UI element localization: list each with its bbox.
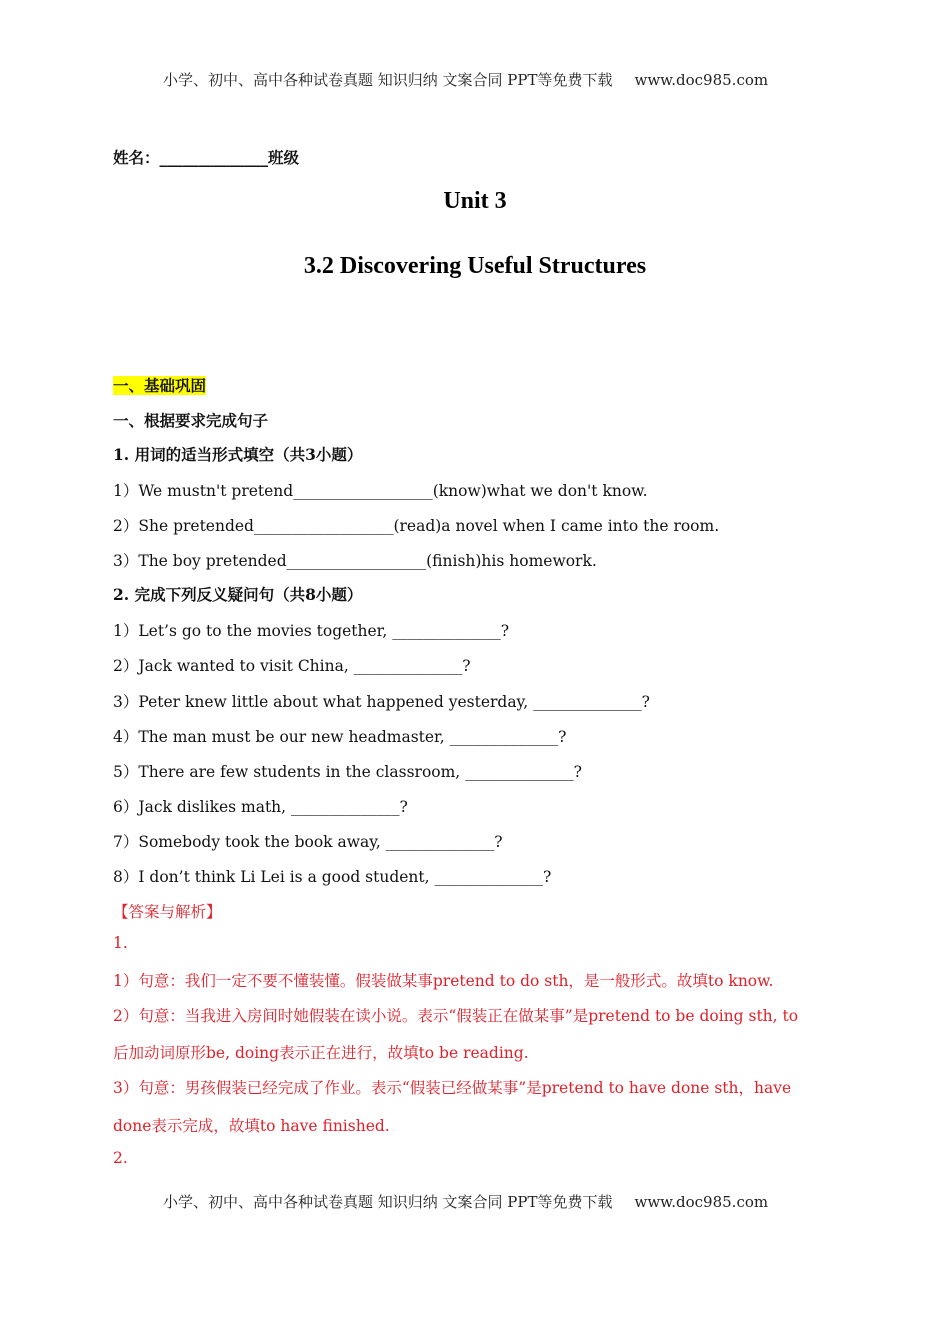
page-footer [163,1191,768,1212]
answer-label-2: 2. [113,1149,128,1167]
q2-item: 7）Somebody took the book away, ______________? [113,833,503,851]
footer-site[interactable]: www.doc985.com [634,1193,769,1211]
header-site[interactable]: www.doc985.com [634,71,769,89]
part-heading: 一、根据要求完成句子 [113,411,269,430]
answer-line: done表示完成，故填to have finished. [113,1117,390,1135]
section-heading [113,374,206,396]
q2-item: 3）Peter knew little about what happened yesterday, ______________? [113,693,650,711]
answer-line: 2）句意：当我进入房间时她假装在读小说。表示“假装正在做某事”是pretend to be doing sth, to [113,1007,799,1025]
answer-line: 后加动词原形be, doing表示正在进行，故填to be reading. [113,1044,529,1062]
q2-heading: 2. 完成下列反义疑问句（共8小题） [113,585,363,604]
q2-item: 5）There are few students in the classroom, ______________? [113,763,582,781]
name-class-line: 姓名：______________班级 [113,148,300,167]
q1-item: 3）The boy pretended__________________(finish)his homework. [113,552,597,570]
answers-heading: 【答案与解析】 [113,903,222,921]
q1-item: 2）She pretended__________________(read)a novel when I came into the room. [113,517,720,535]
answer-line: 1）句意：我们一定不要不懂装懂。假装做某事pretend to do sth，是一般形式。故填to know. [113,972,774,990]
q2-item: 4）The man must be our new headmaster, ______________? [113,728,567,746]
page-header [163,69,768,90]
lesson-subtitle: 3.2 Discovering Useful Structures [303,253,647,279]
q1-heading: 1. 用词的适当形式填空（共3小题） [113,445,363,464]
footer-text: 小学、初中、高中各种试卷真题 知识归纳 文案合同 PPT等免费下载 [163,1193,613,1211]
answer-line: 3）句意：男孩假装已经完成了作业。表示“假装已经做某事”是pretend to have done sth，have [113,1079,792,1097]
q1-item: 1）We mustn't pretend__________________(know)what we don't know. [113,482,648,500]
section-heading-highlight: 一、基础巩固 [113,376,207,395]
q2-item: 2）Jack wanted to visit China, ______________? [113,657,471,675]
header-text: 小学、初中、高中各种试卷真题 知识归纳 文案合同 PPT等免费下载 [163,71,613,89]
unit-title: Unit 3 [443,188,507,214]
answer-label-1: 1. [113,934,128,952]
q2-item: 6）Jack dislikes math, ______________? [113,798,408,816]
q2-item: 1）Let’s go to the movies together, ______________? [113,622,510,640]
q2-item: 8）I don’t think Li Lei is a good student, ______________? [113,868,552,886]
